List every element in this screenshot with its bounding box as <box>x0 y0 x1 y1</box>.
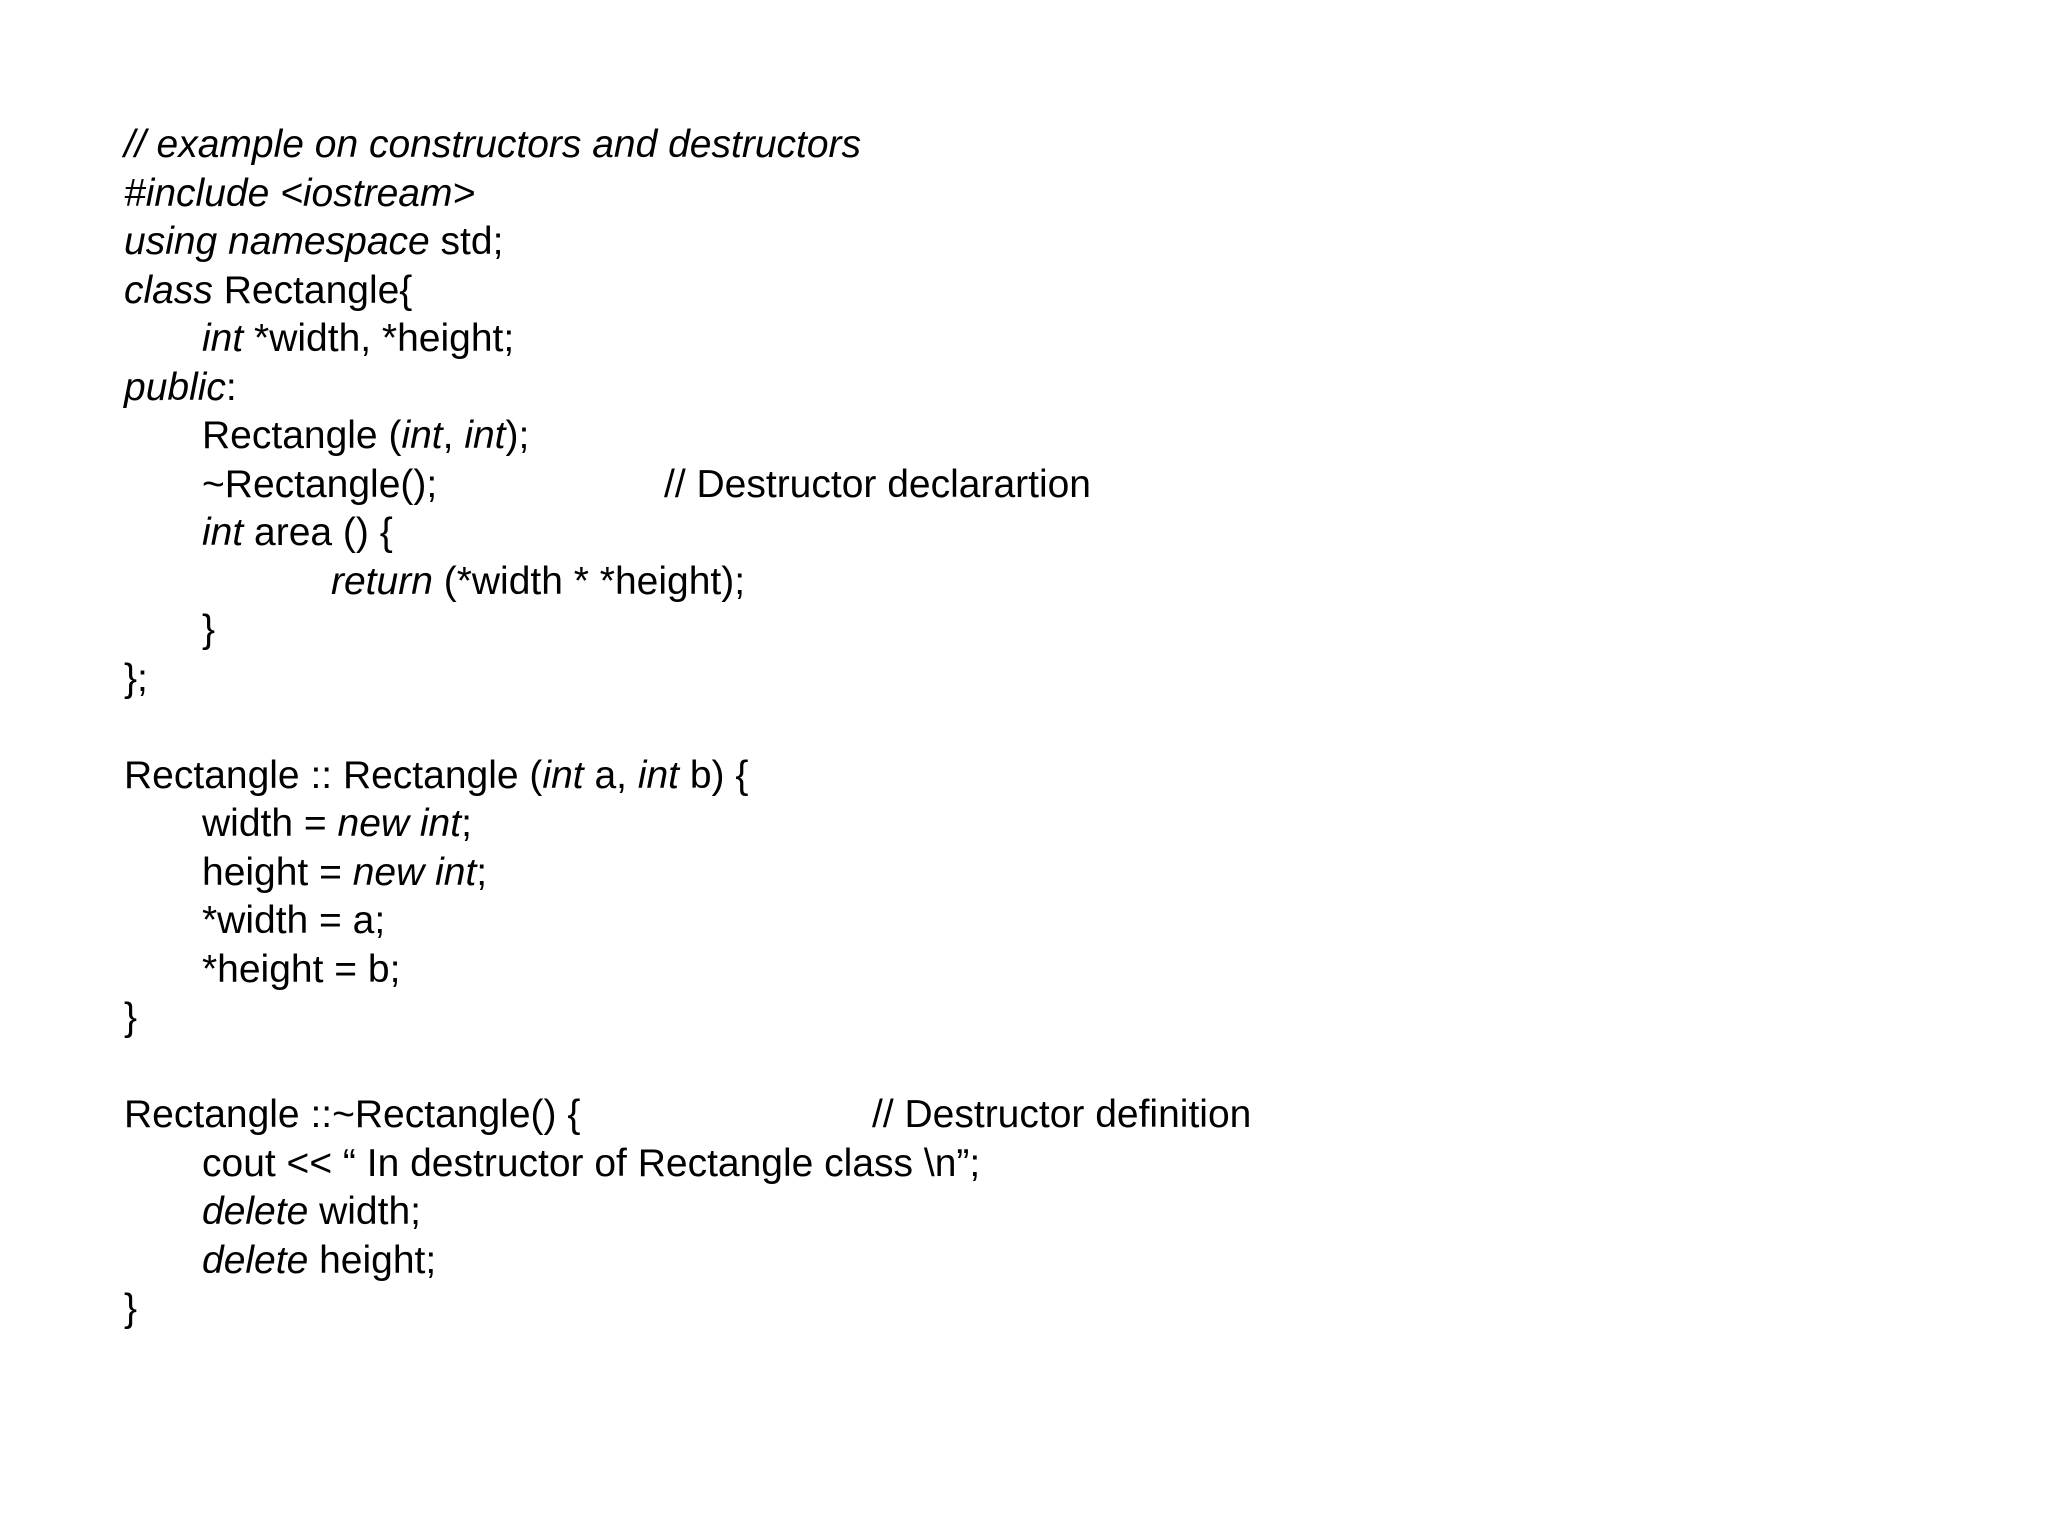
code-line <box>124 946 1624 995</box>
code-text: Rectangle ( <box>202 414 402 457</box>
code-text: : <box>225 365 237 409</box>
code-text: }; <box>124 656 148 700</box>
code-text: ; <box>476 850 488 894</box>
code-text: } <box>124 1287 138 1330</box>
code-text: height; <box>308 1238 437 1282</box>
code-line <box>124 364 1624 413</box>
code-keyword: int <box>401 414 443 457</box>
code-keyword: new int <box>352 850 477 894</box>
code-keyword: int <box>202 317 244 360</box>
code-keyword: int <box>637 753 680 797</box>
code-text: *height = b; <box>202 947 401 991</box>
code-text: width = <box>202 802 338 845</box>
code-keyword: // example on constructors and destructors <box>124 123 862 166</box>
code-text: height = <box>202 850 353 894</box>
code-text: ~Rectangle(); <box>202 462 438 506</box>
code-keyword: new int <box>337 802 462 845</box>
code-keyword: public <box>124 365 226 409</box>
code-keyword: class <box>124 268 213 312</box>
code-line <box>124 315 1624 364</box>
code-text: Rectangle :: Rectangle ( <box>124 753 543 797</box>
blank-line <box>124 703 1624 752</box>
code-keyword: delete <box>202 1190 309 1233</box>
code-line <box>124 412 1624 461</box>
code-keyword: using namespace <box>124 220 430 263</box>
code-line <box>124 849 1624 898</box>
code-keyword: delete <box>202 1238 309 1282</box>
code-text: , <box>442 414 465 457</box>
code-line <box>124 606 1624 655</box>
code-keyword: return <box>331 559 433 603</box>
code-text: cout << “ In destructor of Rectangle class \n”; <box>202 1141 981 1185</box>
code-line <box>124 800 1624 849</box>
code-line <box>124 994 1624 1043</box>
code-text: *width, *height; <box>243 317 515 360</box>
code-line <box>124 1091 1624 1140</box>
code-text: a, <box>583 753 638 797</box>
code-line <box>124 1140 1624 1189</box>
code-text: width; <box>308 1190 421 1233</box>
code-text: b) { <box>679 753 749 797</box>
code-line <box>124 170 1624 219</box>
code-text: ); <box>505 414 530 457</box>
code-text: std; <box>429 220 504 263</box>
code-text: *width = a; <box>202 899 386 942</box>
code-line <box>124 1188 1624 1237</box>
code-text: area () { <box>243 511 393 554</box>
code-text: Rectangle ::~Rectangle() { <box>124 1093 581 1136</box>
code-keyword: int <box>464 414 506 457</box>
code-line <box>124 897 1624 946</box>
code-text: ; <box>461 802 472 845</box>
code-line <box>124 558 1624 607</box>
code-line <box>124 267 1624 316</box>
code-keyword: #include <iostream> <box>124 171 476 215</box>
code-line <box>124 121 1624 170</box>
code-line <box>124 509 1624 558</box>
code-comment: // Destructor definition <box>872 1093 1252 1136</box>
code-line <box>124 1237 1624 1286</box>
code-line <box>124 752 1624 801</box>
code-text: } <box>124 996 138 1039</box>
code-line <box>124 1285 1624 1334</box>
code-line <box>124 655 1624 704</box>
code-keyword: int <box>542 753 584 797</box>
code-text: } <box>202 608 216 651</box>
code-line <box>124 461 1624 510</box>
code-text: (*width * *height); <box>432 559 746 603</box>
code-comment: // Destructor declarartion <box>664 462 1092 506</box>
code-keyword: int <box>202 511 244 554</box>
code-listing <box>124 121 1624 1334</box>
code-text: Rectangle{ <box>212 268 413 312</box>
code-line <box>124 218 1624 267</box>
blank-line <box>124 1043 1624 1092</box>
